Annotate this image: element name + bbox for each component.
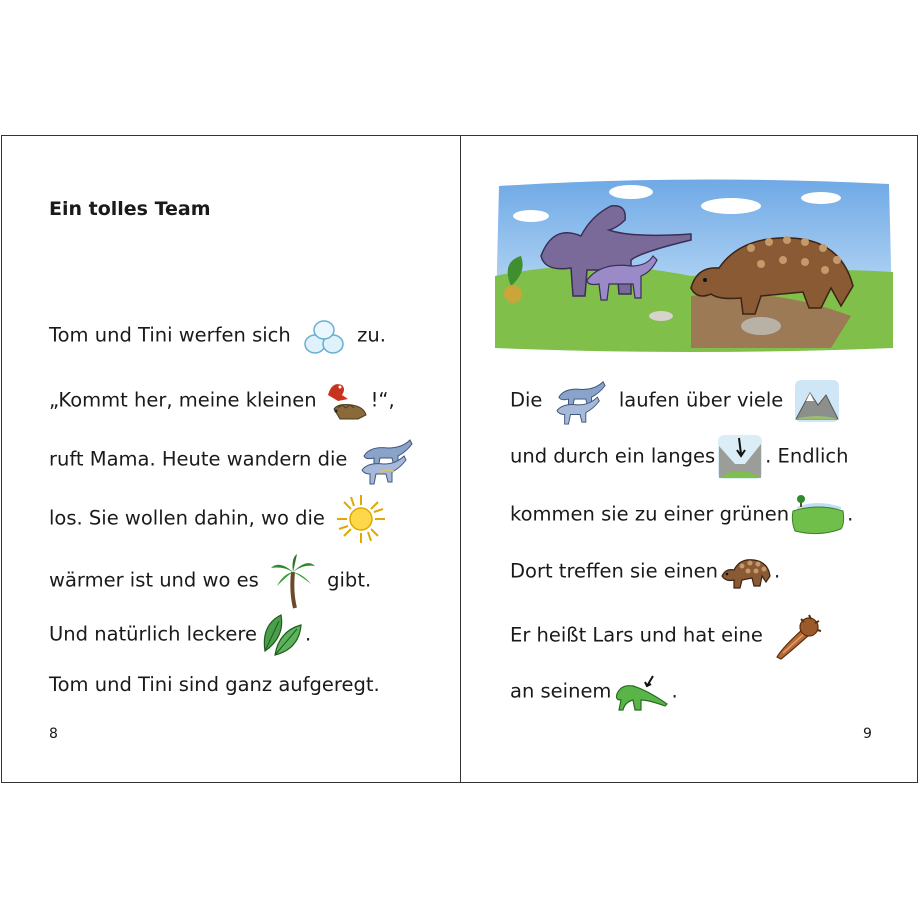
text-line (49, 611, 312, 646)
text-segment: Und natürlich leckere (49, 622, 257, 646)
text-line (510, 611, 829, 647)
eggs-icon (301, 316, 347, 356)
text-line (510, 493, 854, 526)
text-segment: . Endlich (765, 444, 849, 468)
page-number: 8 (49, 726, 58, 742)
dinosaur-herd-icon (358, 434, 416, 486)
right-page (461, 136, 919, 782)
text-segment: . (304, 622, 312, 646)
text-line (510, 434, 849, 468)
text-segment: Tom und Tini werfen sich (49, 323, 291, 347)
text-segment: Die (510, 388, 543, 412)
text-line (49, 316, 386, 346)
left-page (2, 136, 460, 782)
text-segment: . (671, 679, 678, 703)
meadow-icon (791, 493, 845, 537)
mountains-icon (794, 379, 840, 423)
leaves-icon (259, 611, 303, 659)
valley-icon (717, 434, 763, 480)
text-segment: wärmer ist und wo es (49, 568, 259, 592)
text-line (49, 493, 391, 530)
text-segment: und durch ein langes (510, 444, 716, 468)
text-line (49, 375, 395, 412)
dinosaur-illustration (491, 176, 896, 354)
text-segment: an seinem (510, 679, 612, 703)
text-segment: Tom und Tini sind ganz aufgeregt. (49, 673, 380, 696)
text-segment: los. Sie wollen dahin, wo die (49, 506, 325, 530)
text-line (49, 552, 372, 592)
dinosaur-herd-icon (553, 376, 609, 426)
text-segment: laufen über viele (618, 388, 784, 412)
text-line (49, 434, 420, 471)
text-segment: zu. (357, 323, 386, 347)
text-segment: Dort treffen sie einen (510, 559, 718, 583)
text-segment: !“, (370, 388, 395, 412)
text-segment: . (773, 559, 781, 583)
text-line (49, 670, 380, 700)
baby-dinosaurs-icon (318, 375, 370, 427)
tail-club-icon (773, 611, 825, 661)
ankylosaurus-icon (720, 552, 772, 592)
sun-icon (335, 493, 387, 545)
open-book (1, 135, 918, 783)
palm-tree-icon (269, 552, 317, 610)
dinosaur-tail-icon (613, 670, 669, 714)
text-line (510, 552, 780, 582)
text-segment: kommen sie zu einer grünen (510, 502, 790, 526)
page-number: 9 (863, 726, 872, 742)
text-segment: gibt. (327, 568, 372, 592)
text-segment: . (847, 502, 854, 526)
text-line (510, 670, 678, 703)
text-line (510, 376, 844, 412)
page-title: Ein tolles Team (49, 198, 211, 220)
text-segment: „Kommt her, meine kleinen (49, 388, 317, 412)
text-segment: Er heißt Lars und hat eine (510, 623, 763, 647)
text-segment: ruft Mama. Heute wandern die (49, 447, 348, 471)
